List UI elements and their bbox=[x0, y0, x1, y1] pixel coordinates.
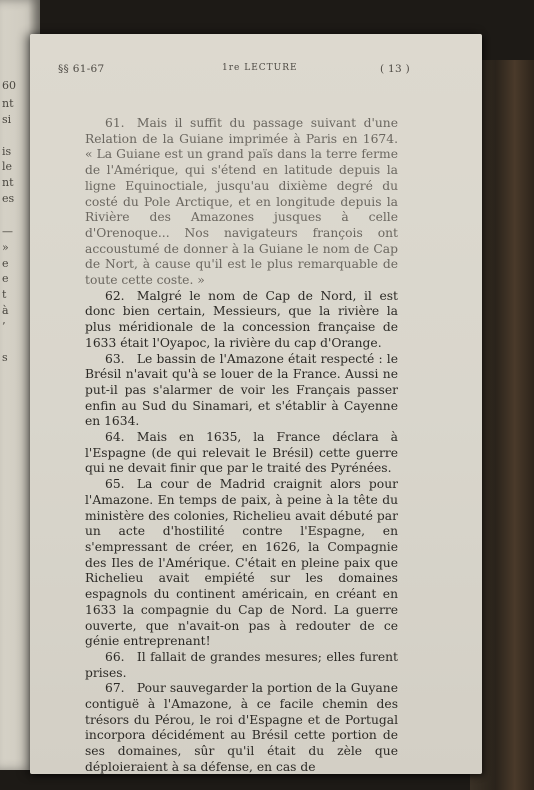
facing-page-fragment: s bbox=[2, 351, 8, 364]
facing-page-fragment: is bbox=[2, 145, 12, 158]
page-body bbox=[85, 116, 398, 776]
paragraph-62: 62. Malgré le nom de Cap de Nord, il est donc bien certain, Messieurs, que la rivière la plus méridionale de la concession française de 1633 était l'Oyapoc, la rivière du cap d'Orange. bbox=[85, 288, 398, 350]
facing-page-fragment: » bbox=[2, 241, 9, 254]
facing-page-fragment: nt bbox=[2, 97, 14, 110]
page-number: ( 13 ) bbox=[379, 63, 410, 75]
facing-page-fragment: 60 bbox=[2, 79, 16, 92]
paragraph-61: 61. Mais il suffit du passage suivant d'une Relation de la Guiane imprimée à Paris en 1674. « La Guiane est un grand païs dans la terre ferme de l'Amérique, qui s'étend en latitude depuis la ligne Equinoctiale, jusqu'au dixième degré du costé du Pole Arctique, et en longitude depuis la Rivière des Amazones jusques à celle d'Orenoque... Nos navigateurs françois ont accoustumé de donner à la Guiane le nom de Cap de Nort, à cause qu'il est le plus remarquable de toute cette coste. » bbox=[85, 116, 398, 288]
facing-page-fragment: ’ bbox=[2, 320, 6, 333]
paragraph-64: 64. Mais en 1635, la France déclara à l'Espagne (de qui relevait le Brésil) cette guerre qui ne devait finir que par le traité des Pyrénées. bbox=[85, 430, 398, 476]
paragraph-65: 65. La cour de Madrid craignit alors pour l'Amazone. En temps de paix, à peine à la tête du ministère des colonies, Richelieu avait débuté par un acte d'hostilité contre l'Espagne, en s'empressant de créer, en 1626, la Compagnie des Iles de l'Amérique. C'était en pleine paix que Richelieu avait empiété sur les domaines espagnols du continent américain, en créant en 1633 la compagnie du Cap de Nord. La guerre ouverte, que n'avait-on pas à redouter de ce génie entreprenant! bbox=[85, 477, 398, 649]
paragraph-66: 66. Il fallait de grandes mesures; elles furent prises. bbox=[85, 649, 398, 680]
facing-page-fragment: si bbox=[2, 113, 12, 126]
facing-page-fragment: e bbox=[2, 272, 9, 285]
facing-page-fragment: à bbox=[2, 304, 9, 317]
facing-page-fragment: nt bbox=[2, 176, 14, 189]
facing-page-fragment: le bbox=[2, 160, 13, 173]
facing-page-fragment: e bbox=[2, 257, 9, 270]
facing-page-fragment: — bbox=[2, 225, 13, 238]
paragraph-67: 67. Pour sauvegarder la portion de la Guyane contiguë à l'Amazone, à ce facile chemin des trésors du Pérou, le roi d'Espagne et de Portugal incorpora décidément au Brésil cette portion de ses domaines, sûr qu'il était du zèle que déploieraient à sa défense, en cas de bbox=[85, 681, 398, 774]
facing-page-fragment: t bbox=[2, 288, 7, 301]
running-head bbox=[58, 63, 410, 77]
lecture-title: 1re LECTURE bbox=[222, 63, 298, 73]
section-range: §§ 61-67 bbox=[58, 63, 105, 75]
paragraph-63: 63. Le bassin de l'Amazone était respecté : le Brésil n'avait qu'à se louer de la France. Aussi ne put-il pas s'alarmer de voir les Français passer enfin au Sud du Sinamari, et s'établir à Cayenne en 1634. bbox=[85, 351, 398, 429]
facing-page-fragment: es bbox=[2, 192, 15, 205]
